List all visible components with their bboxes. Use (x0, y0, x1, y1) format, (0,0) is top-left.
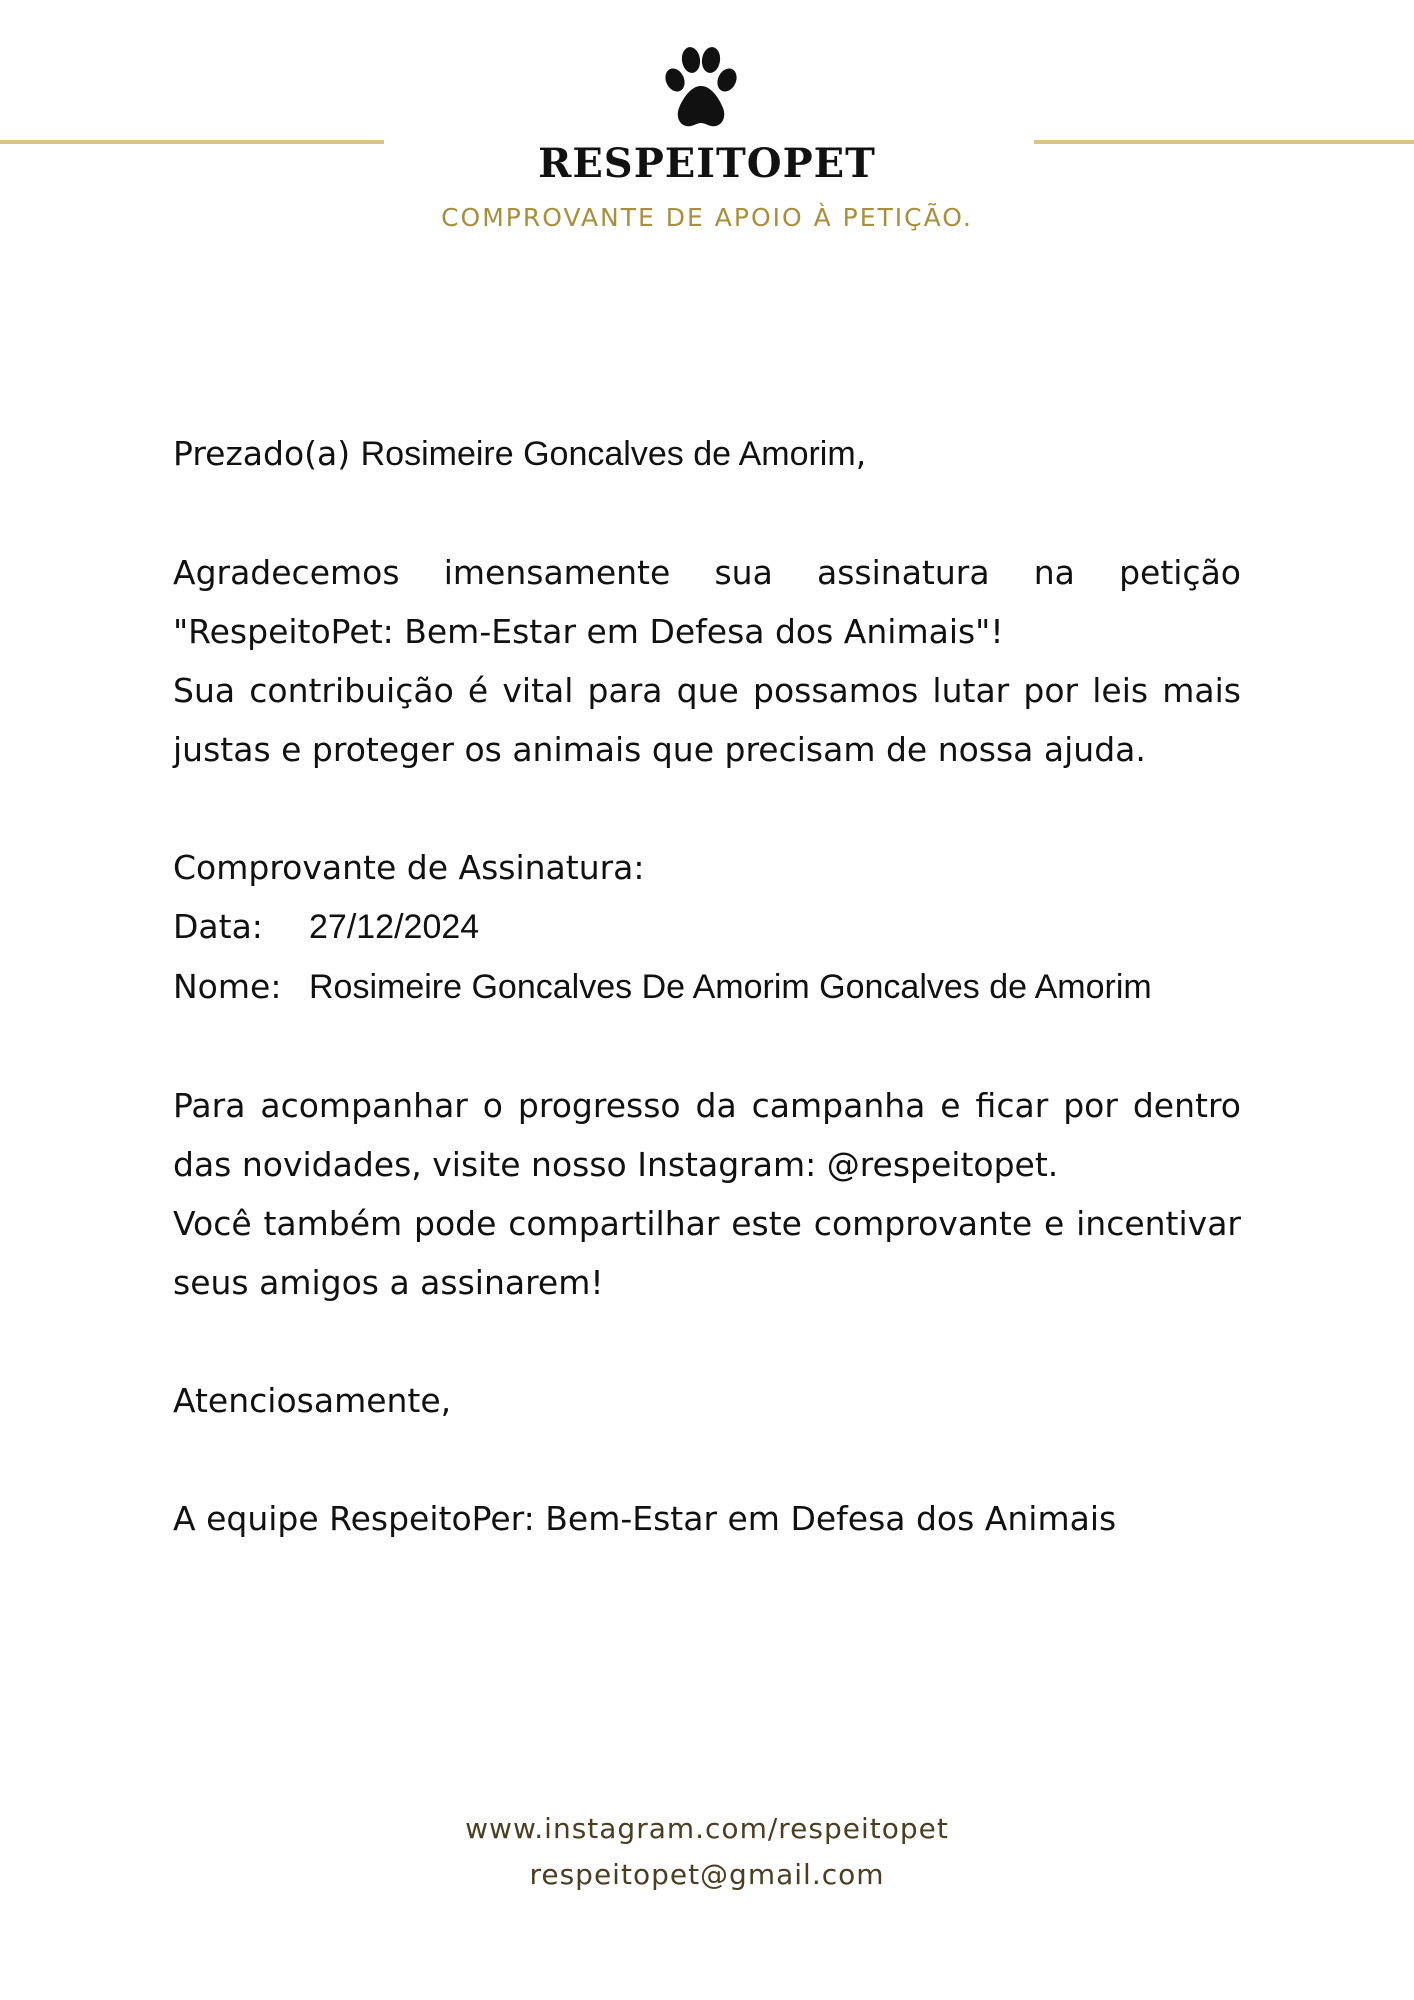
contribution-paragraph: Sua contribuição é vital para que possamos lutar por leis mais justas e proteger os animais que precisam de nossa ajuda. (173, 671, 1241, 769)
brand-title: RESPEITOPET (538, 140, 876, 187)
document-subtitle: COMPROVANTE DE APOIO À PETIÇÃO. (441, 203, 973, 232)
receipt-name-row (173, 957, 1241, 1017)
instagram-link[interactable]: www.instagram.com/respeitopet (465, 1812, 949, 1845)
footer (0, 1806, 1414, 1898)
thanks-paragraph: Agradecemos imensamente sua assinatura na petição "RespeitoPet: Bem-Estar em Defesa dos Animais"! (173, 553, 1241, 651)
share-paragraph: Você também pode compartilhar este comprovante e incentivar seus amigos a assinarem! (173, 1204, 1241, 1302)
name-value: Rosimeire Goncalves De Amorim Goncalves de Amorim (309, 968, 1152, 1006)
email-link[interactable]: respeitopet@gmail.com (529, 1858, 885, 1891)
follow-paragraph: Para acompanhar o progresso da campanha e ficar por dentro das novidades, visite nosso Instagram: @respeitopet. (173, 1086, 1241, 1184)
receipt-heading: Comprovante de Assinatura: (173, 848, 645, 887)
name-label: Nome: (173, 967, 282, 1006)
date-value: 27/12/2024 (309, 908, 480, 946)
salutation (173, 424, 1241, 484)
salutation-suffix: , (855, 434, 867, 473)
paw-print-icon (661, 46, 741, 132)
closing: Atenciosamente, (173, 1381, 452, 1420)
salutation-prefix: Prezado(a) (173, 434, 351, 473)
signature: A equipe RespeitoPer: Bem-Estar em Defesa dos Animais (173, 1499, 1117, 1538)
date-label: Data: (173, 907, 263, 946)
receipt-date-row (173, 897, 1241, 957)
recipient-name: Rosimeire Goncalves de Amorim (360, 435, 856, 473)
letter-body (173, 424, 1241, 1548)
